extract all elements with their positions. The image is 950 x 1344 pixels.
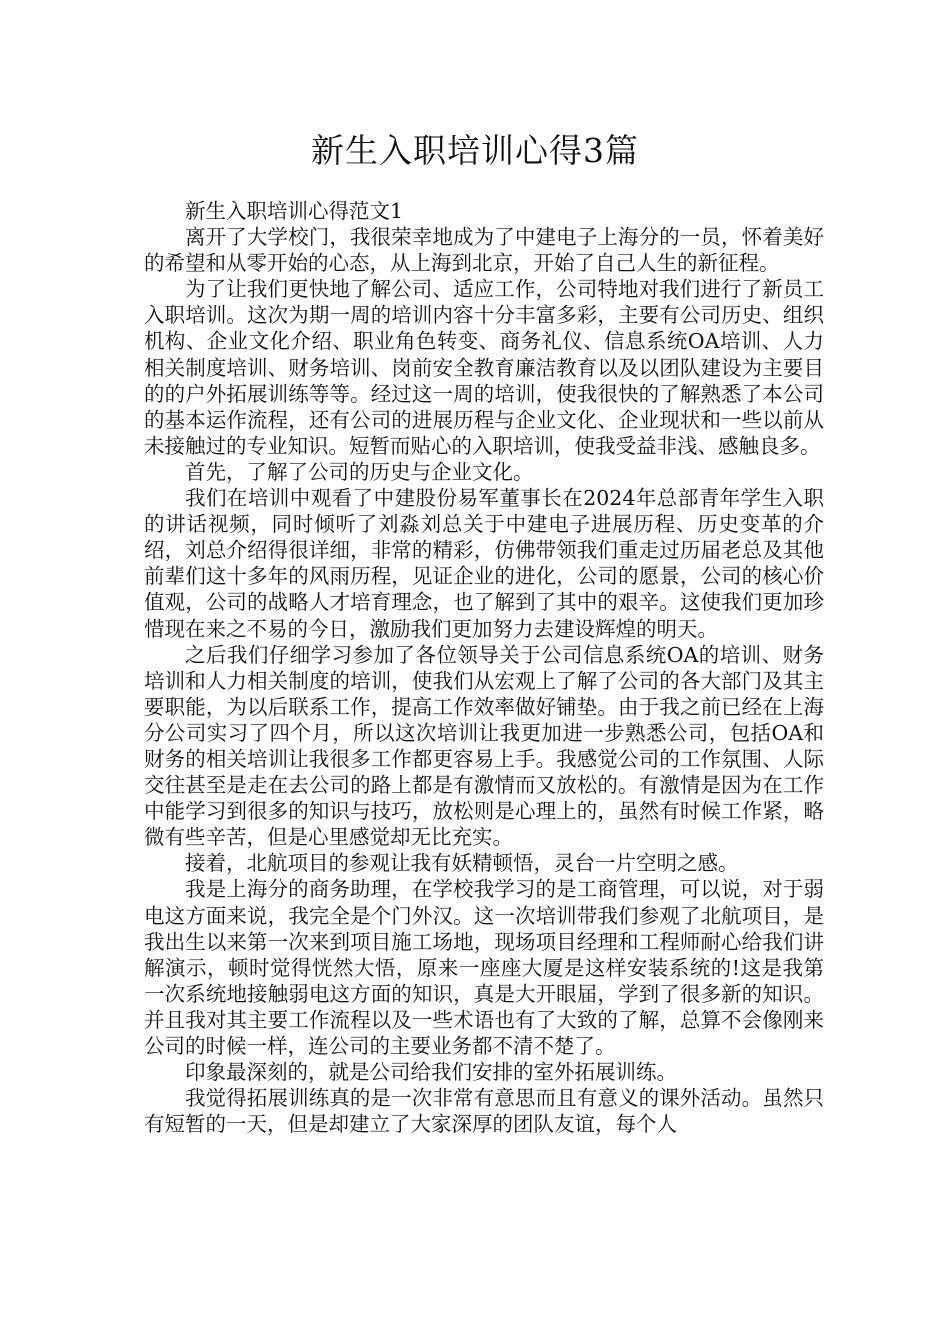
paragraph: 离开了大学校门，我很荣幸地成为了中建电子上海分的一员，怀着美好的希望和从零开始的心态，从上海到北京，开始了自己人生的新征程。 — [144, 225, 824, 276]
paragraph: 为了让我们更快地了解公司、适应工作，公司特地对我们进行了新员工入职培训。这次为期一周的培训内容十分丰富多彩，主要有公司历史、组织机构、企业文化介绍、职业角色转变、商务礼仪、信息系统OA培训、人力相关制度培训、财务培训、岗前安全教育廉洁教育以及以团队建设为主要目的的户外拓展训练等等。经过这一周的培训，使我很快的了解熟悉了本公司的基本运作流程，还有公司的进展历程与企业文化、企业现状和一些以前从未接触过的专业知识。短暂而贴心的入职培训，使我受益非浅、感触良多。 — [144, 277, 824, 458]
paragraph: 接着，北航项目的参观让我有妖精顿悟，灵台一片空明之感。 — [185, 851, 739, 876]
paragraph-heading-sample-1: 新生入职培训心得范文1 — [185, 199, 404, 223]
paragraph: 印象最深刻的，就是公司给我们安排的室外拓展训练。 — [185, 1060, 677, 1085]
document-body — [144, 198, 824, 1137]
paragraph: 之后我们仔细学习参加了各位领导关于公司信息系统OA的培训、财务培训和人力相关制度的培训，使我们从宏观上了解了公司的各大部门及其主要职能，为以后联系工作，提高工作效率做好铺垫。由于我之前已经在上海分公司实习了四个月，所以这次培训让我更加进一步熟悉公司，包括OA和财务的相关培训让我很多工作都更容易上手。我感觉公司的工作氛围、人际交往甚至是走在去公司的路上都是有激情而又放松的。有激情是因为在工作中能学习到很多的知识与技巧，放松则是心理上的，虽然有时候工作紧，略微有些辛苦，但是心里感觉却无比充实。 — [144, 642, 824, 850]
paragraph: 我觉得拓展训练真的是一次非常有意思而且有意义的课外活动。虽然只有短暂的一天，但是却建立了大家深厚的团队友谊，每个人 — [144, 1086, 824, 1137]
paragraph: 我是上海分的商务助理，在学校我学习的是工商管理，可以说，对于弱电这方面来说，我完全是个门外汉。这一次培训带我们参观了北航项目，是我出生以来第一次来到项目施工场地，现场项目经理和工程师耐心给我们讲解演示，顿时觉得恍然大悟，原来一座座大厦是这样安装系统的!这是我第一次系统地接触弱电这方面的知识，真是大开眼届，学到了很多新的知识。并且我对其主要工作流程以及一些术语也有了大致的了解，总算不会像刚来公司的时候一样，连公司的主要业务都不清不楚了。 — [144, 877, 824, 1058]
paragraph: 首先，了解了公司的历史与企业文化。 — [185, 459, 534, 484]
paragraph: 我们在培训中观看了中建股份易军董事长在2024年总部青年学生入职的讲话视频，同时倾听了刘淼刘总关于中建电子进展历程、历史变革的介绍，刘总介绍得很详细，非常的精彩，仿佛带领我们重走过历届老总及其他前辈们这十多年的风雨历程，见证企业的进化，公司的愿景，公司的核心价值观，公司的战略人才培育理念，也了解到了其中的艰辛。这使我们更加珍惜现在来之不易的今日，激励我们更加努力去建设辉煌的明天。 — [144, 486, 824, 641]
document-title: 新生入职培训心得3篇 — [311, 131, 639, 170]
